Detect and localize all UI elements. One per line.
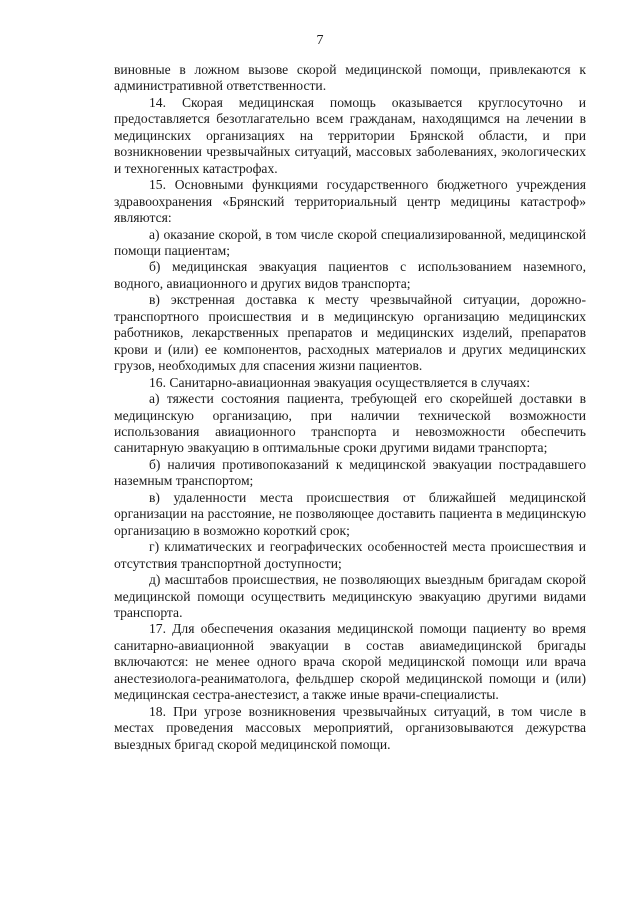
document-body [114, 62, 586, 753]
paragraph-17: 17. Для обеспечения оказания медицинской помощи пациенту во время санитарно-авиационной эвакуации в состав авиамедицинской бригады включаются: не менее одного врача скорой медицинской помощи или врача анестезиолога-реаниматолога, фельдшер скорой медицинской помощи и (или) медицинская сестра-анестезист, а также иные врачи-специалисты. [114, 621, 586, 703]
paragraph-18: 18. При угрозе возникновения чрезвычайных ситуаций, в том числе в местах проведения массовых мероприятий, организовываются дежурства выездных бригад скорой медицинской помощи. [114, 703, 586, 752]
paragraph-15-a: а) оказание скорой, в том числе скорой специализированной, медицинской помощи пациентам; [114, 226, 586, 258]
paragraph-14: 14. Скорая медицинская помощь оказывается круглосуточно и предоставляется безотлагательно всем гражданам, находящимся на лечении в медицинских организациях на территории Брянской области, и при возникновении чрезвычайных ситуаций, массовых заболеваниях, экологических и техногенных катастрофах. [114, 94, 586, 176]
paragraph-15-v: в) экстренная доставка к месту чрезвычайной ситуации, дорожно-транспортного происшествия и в медицинскую организацию медицинских работников, лекарственных препаратов и медицинских изделий, препаратов крови и (или) ее компонентов, расходных материалов и других медицинских грузов, необходимых для спасения жизни пациентов. [114, 292, 586, 374]
paragraph-16-g: г) климатических и географических особенностей места происшествия и отсутствия транспортной доступности; [114, 539, 586, 571]
paragraph-16-v: в) удаленности места происшествия от ближайшей медицинской организации на расстояние, не позволяющее доставить пациента в медицинскую организацию в возможно короткий срок; [114, 489, 586, 538]
paragraph-16: 16. Санитарно-авиационная эвакуация осуществляется в случаях: [149, 374, 531, 390]
paragraph-continuation: виновные в ложном вызове скорой медицинской помощи, привлекаются к административной ответственности. [114, 62, 586, 94]
paragraph-15: 15. Основными функциями государственного бюджетного учреждения здравоохранения «Брянский территориальный центр медицины катастроф» являются: [114, 177, 586, 226]
paragraph-16-b: б) наличия противопоказаний к медицинской эвакуации пострадавшего наземным транспортом; [114, 456, 586, 489]
page-number: 7 [316, 33, 324, 48]
paragraph-16-d: д) масштабов происшествия, не позволяющих выездным бригадам скорой медицинской помощи осуществить медицинскую эвакуацию другими видами транспорта. [114, 572, 586, 620]
paragraph-16-a: а) тяжести состояния пациента, требующей его скорейшей доставки в медицинскую организацию, при наличии технической возможности использования авиационного транспорта и невозможности обеспечить санитарную эвакуацию в оптимальные сроки другими видами транспорта; [114, 391, 586, 456]
paragraph-15-b: б) медицинская эвакуация пациентов с использованием наземного, водного, авиационного и других видов транспорта; [114, 259, 586, 291]
